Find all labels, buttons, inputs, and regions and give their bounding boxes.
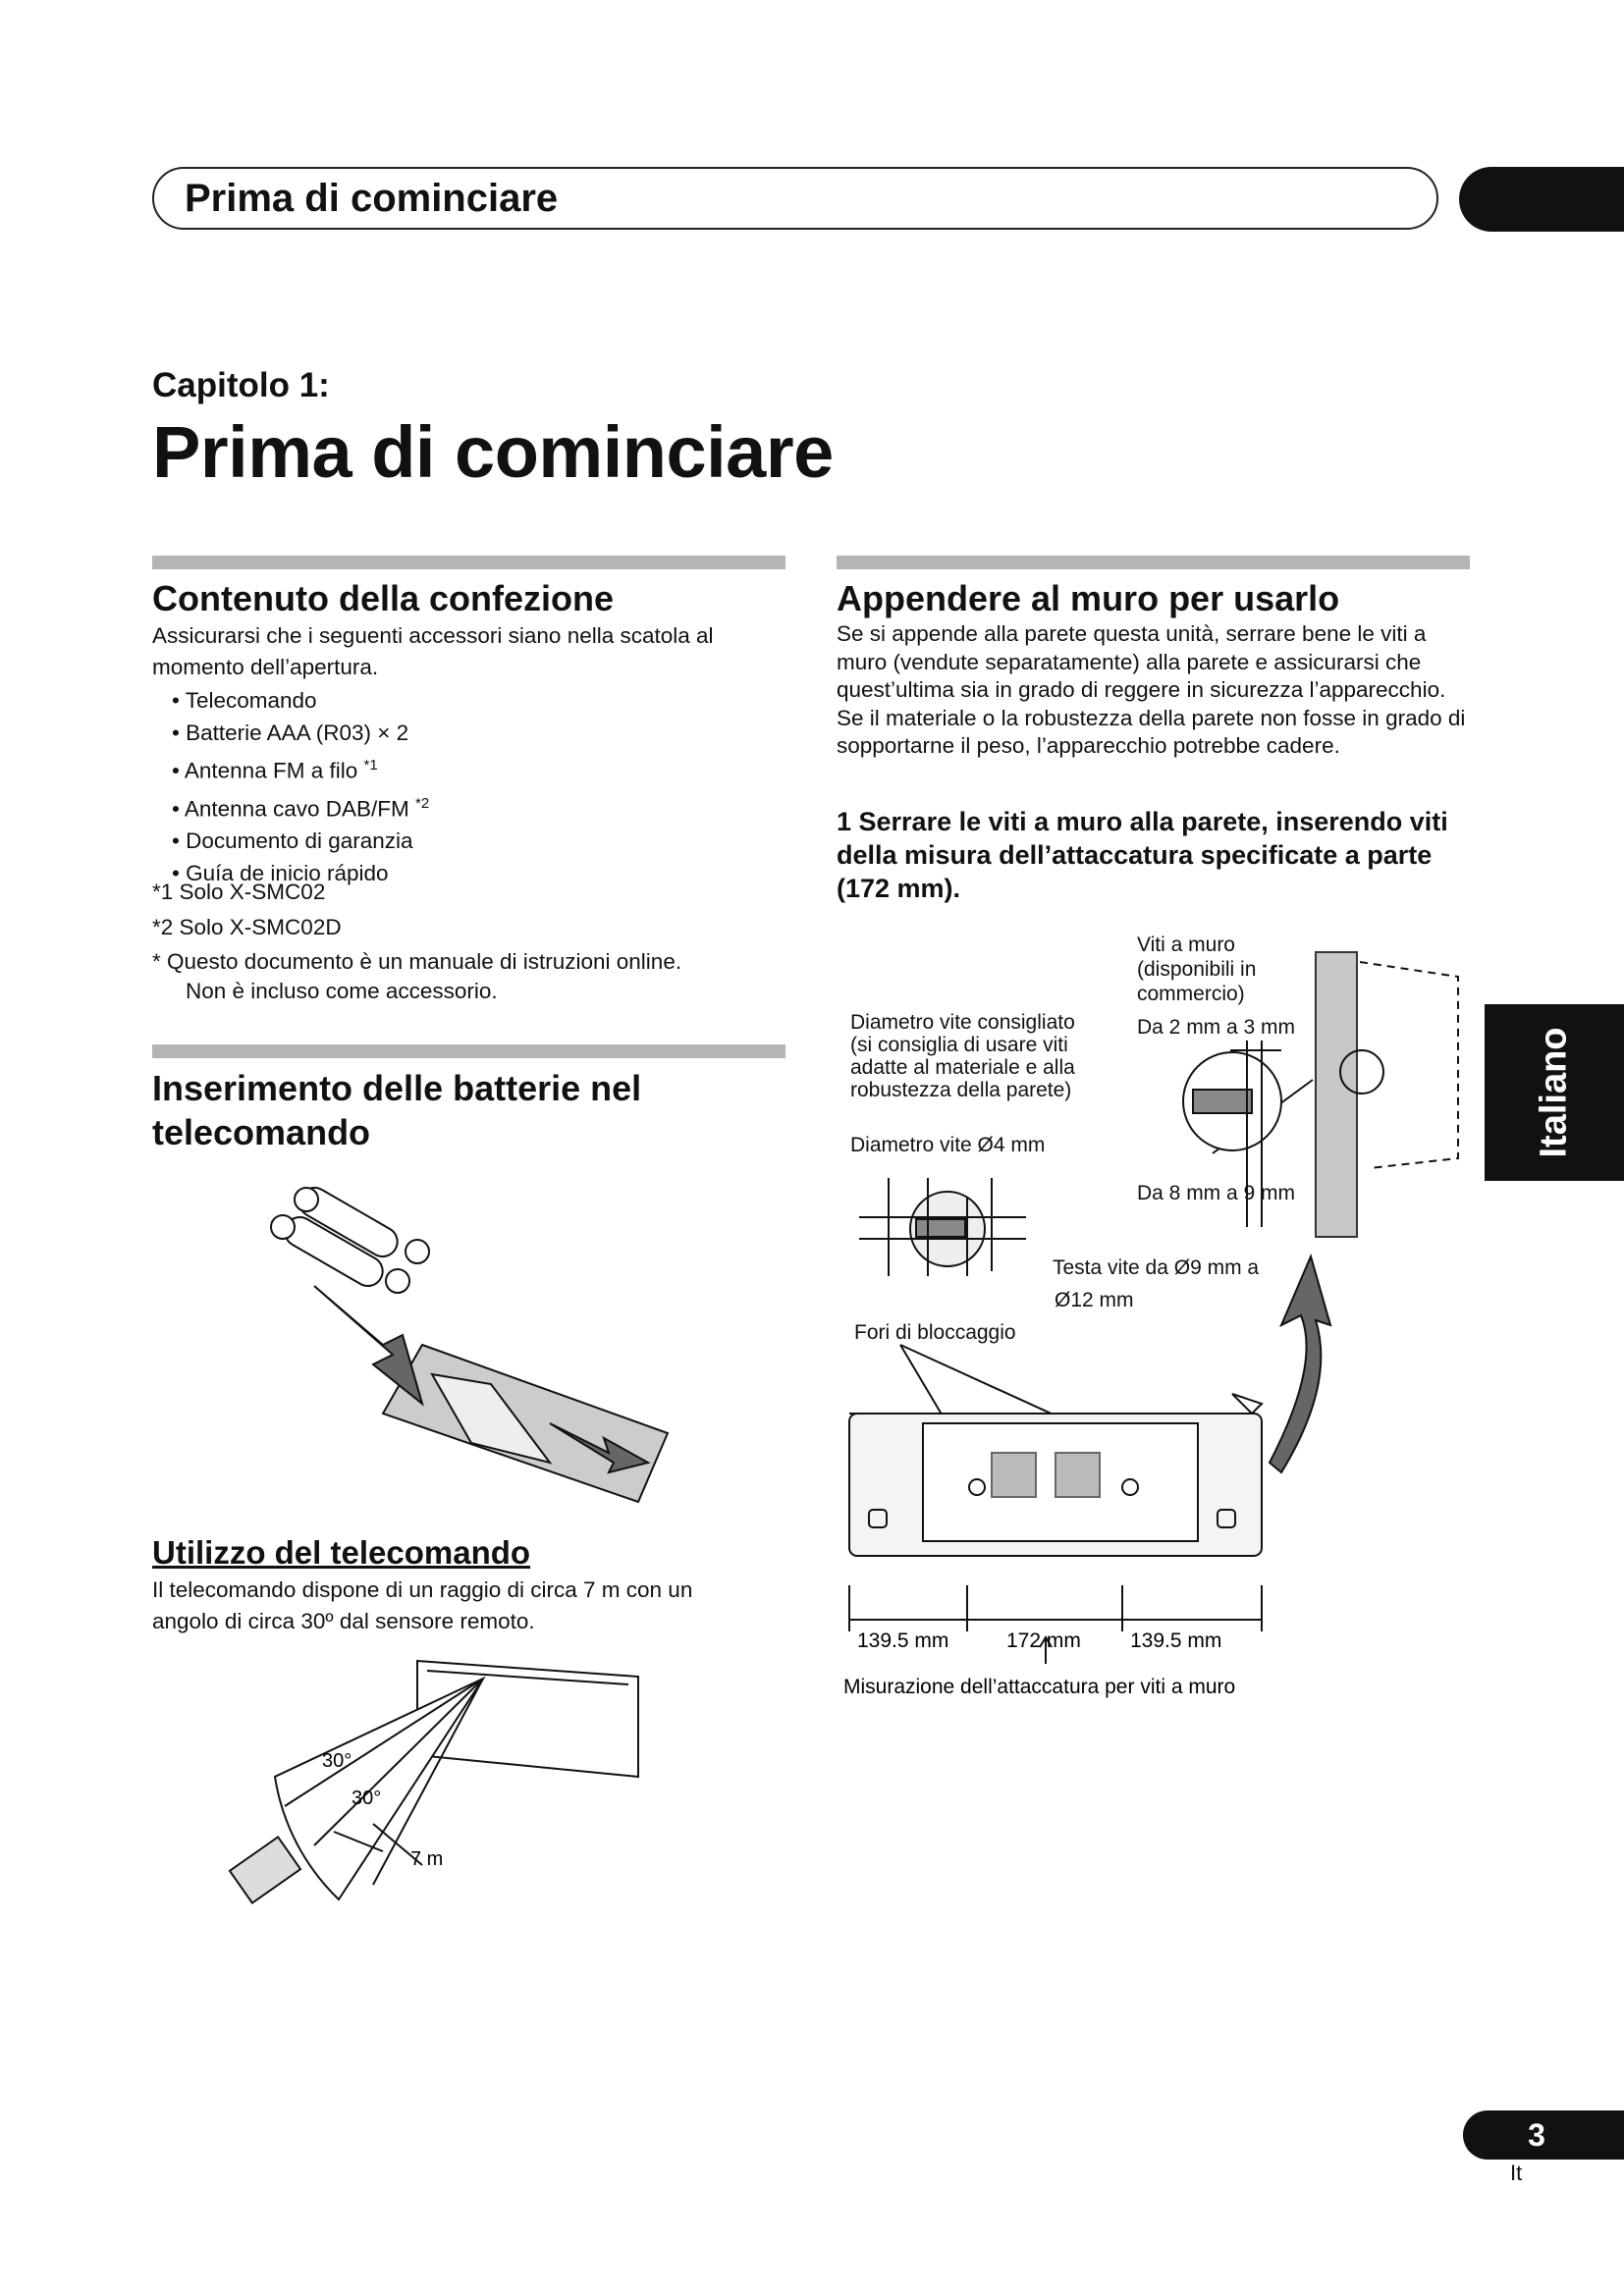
chapter-title: Prima di cominciare: [152, 411, 834, 493]
label-range1: Da 2 mm a 3 mm: [1137, 1016, 1296, 1039]
footnote-3b: Non è incluso come accessorio.: [186, 979, 498, 1003]
wall-heading: Appendere al muro per usarlo: [837, 578, 1340, 618]
section-divider: [837, 556, 1470, 569]
remote-range-illustration: [226, 1649, 658, 1914]
footnote-2: *2 Solo X-SMC02D: [152, 915, 342, 939]
list-item: • Antenna cavo DAB/FM $^{*2}$: [172, 794, 430, 821]
list-item: • Batterie AAA (R03) × 2: [172, 721, 409, 745]
list-item: • Documento di garanzia: [172, 828, 413, 853]
batteries-heading-1: Inserimento delle batterie nel: [152, 1068, 642, 1108]
range-label: 7 m: [410, 1848, 444, 1870]
header-tab: [1459, 167, 1624, 232]
footnote-3: * Questo documento è un manuale di istruzioni online.: [152, 949, 682, 974]
contents-intro: Assicurarsi che i seguenti accessori siano nella scatola al momento dell’apertura.: [152, 623, 714, 679]
wall-text: Se si appende alla parete questa unità, serrare bene le viti a muro (vendute separatamente) alla parete e assicurarsi che quest’ultima sia in grado di reggere in sicurezza l’apparecchio. Se il materiale o la robustezza della parete non fosse in grado di sopportarne il peso, l’apparecchio potrebbe cadere.: [837, 621, 1466, 758]
accessory-list: [172, 684, 429, 889]
batteries-heading-2: telecomando: [152, 1112, 371, 1152]
wall-mount-illustration: [839, 933, 1488, 1698]
footnote-1: *1 Solo X-SMC02: [152, 880, 326, 904]
remote-text: Il telecomando dispone di un raggio di circa 7 m con un angolo di circa 30º dal sensore remoto.: [152, 1577, 693, 1633]
label-diam4: Diametro vite Ø4 mm: [850, 1134, 1046, 1156]
angle-label: 30°: [352, 1788, 382, 1809]
dimension-right: 139.5 mm: [1130, 1629, 1222, 1652]
page-number: 3: [1528, 2117, 1545, 2153]
list-item: • Antenna FM a filo $^{*1}$: [172, 757, 378, 783]
header-title: Prima di cominciare: [185, 177, 559, 220]
dimension-middle: 172 mm: [1006, 1629, 1081, 1652]
dimension-left: 139.5 mm: [857, 1629, 949, 1652]
remote-icon: [230, 1837, 300, 1902]
list-item: • Telecomando: [172, 688, 317, 713]
angle-label: 30°: [322, 1750, 352, 1772]
contents-heading: Contenuto della confezione: [152, 578, 615, 618]
label-holes: Fori di bloccaggio: [854, 1321, 1016, 1344]
section-divider: [152, 1044, 785, 1058]
language-side-label: Italiano: [1533, 1027, 1575, 1158]
section-divider: [152, 556, 785, 569]
label-range2: Da 8 mm a 9 mm: [1137, 1182, 1296, 1204]
measure-caption: Misurazione dell’attaccatura per viti a muro: [843, 1676, 1236, 1698]
label-diameter: Diametro vite consigliato (si consiglia di usare viti adatte al materiale e alla robustezza della parete): [850, 1011, 1075, 1101]
battery-insertion-illustration: [255, 1178, 687, 1522]
remote-heading: Utilizzo del telecomando: [152, 1534, 531, 1571]
wall-step: 1 Serrare le viti a muro alla parete, inserendo viti della misura dell’attaccatura specificate a parte (172 mm).: [837, 807, 1448, 903]
page-language: It: [1510, 2161, 1523, 2185]
label-screw-head: Testa vite da Ø9 mm a Ø12 mm: [1053, 1256, 1260, 1311]
list-item: • Guía de inicio rápido: [172, 861, 389, 885]
label-screws: Viti a muro (disponibili in commercio): [1137, 934, 1257, 1005]
chapter-label: Capitolo 1:: [152, 366, 330, 404]
